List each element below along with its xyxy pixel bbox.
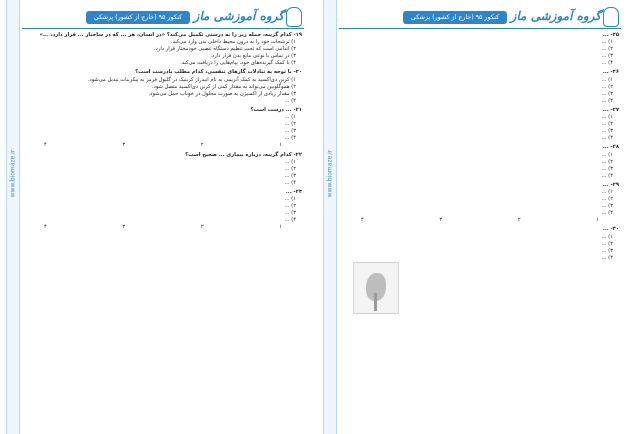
option: ۱) ... <box>284 114 296 121</box>
option: ۲) ... <box>601 121 613 128</box>
option: ۳) ... <box>601 203 613 210</box>
left-logo <box>184 6 302 28</box>
option: ۱) ترشحات خود را به درون محیط داخلی بدن وارد می‌کند. <box>170 39 296 46</box>
question-22 <box>24 152 302 187</box>
question-28 <box>341 144 619 179</box>
option: ۴) ... <box>601 210 613 217</box>
option: ۱) ... <box>284 158 296 165</box>
option: ۲) ... <box>284 203 296 210</box>
question-stem: ۲۶- ... <box>602 69 619 76</box>
right-content <box>341 32 619 264</box>
question-stem: ۲۳- ... <box>285 188 302 195</box>
option: ۱) ... <box>601 233 613 240</box>
option-label: ۳ <box>122 224 126 231</box>
option: ۴) ... <box>601 254 613 261</box>
option: ۱) ... <box>601 188 613 195</box>
option: ۲) ... <box>284 121 296 128</box>
sidebar-url: www.biomaze.ir <box>9 149 17 198</box>
option: ۲) ... <box>601 83 613 90</box>
option: ۲) ... <box>284 165 296 172</box>
question-20 <box>24 69 302 104</box>
option: ۴) ... <box>601 172 613 179</box>
question-25 <box>341 32 619 67</box>
question-21 <box>24 107 302 150</box>
option: ۲) ... <box>601 158 613 165</box>
option: ۳) ... <box>601 90 613 97</box>
option-labels-row <box>24 224 302 231</box>
question-stem: ۲۲- کدام گزینه، درباره بیماری ... صحیح است؟ <box>185 151 302 158</box>
right-logo <box>501 6 619 28</box>
option: ۴) ... <box>284 217 296 224</box>
option-label: ۱ <box>279 224 282 231</box>
option-labels-row <box>24 142 302 149</box>
question-stem: ۳۰- ... <box>602 226 619 233</box>
sidebar-url: www.biomaze.ir <box>326 149 334 198</box>
option: ۳) ... <box>601 247 613 254</box>
bulb-icon <box>603 7 619 27</box>
kidney-figure <box>353 262 399 314</box>
right-page-title: کنکور ۹۵ (خارج از کشور) پزشکی <box>403 11 507 24</box>
option-label: ۲ <box>200 224 204 231</box>
option: ۴) ... <box>284 179 296 186</box>
question-stem: ۲۰- با توجه به تبادلات گازهای تنفسی، کدام مطلب نادرست است؟ <box>135 69 302 76</box>
option: ۳) ... <box>601 128 613 135</box>
option: ۴) ... <box>284 135 296 142</box>
option: ۳) ... <box>284 172 296 179</box>
option: ۲) ... <box>601 46 613 53</box>
option: ۴) ... <box>284 97 296 104</box>
option: ۳) در تماس با نوعی مایع بدن قرار دارد. <box>210 53 296 60</box>
option-label: ۳ <box>439 217 443 224</box>
option-label: ۲ <box>200 142 204 149</box>
option-label: ۴ <box>361 217 364 224</box>
option: ۱) کربن دی‌اکسید به کمک آنزیمی به نام انیدراز کربنیک در گلبول قرمز به بیکربنات تبدیل می‌شود. <box>87 76 296 83</box>
left-content <box>24 32 302 234</box>
left-sidebar <box>6 0 20 434</box>
right-page <box>323 0 623 434</box>
option: ۱) ... <box>601 39 613 46</box>
option: ۳) ... <box>601 165 613 172</box>
option: ۲) اندامی است که تحت تنظیم دستگاه عصبی خودمختار قرار دارد. <box>153 46 296 53</box>
header-rule <box>339 28 621 29</box>
question-30 <box>341 226 619 261</box>
question-stem: ۲۱- ... درست است؟ <box>250 106 302 113</box>
option: ۱) ... <box>601 114 613 121</box>
option-label: ۳ <box>122 142 126 149</box>
option: ۳) مقدار زیادی از اکسیژن به صورت محلول در خوناب حمل می‌شود. <box>148 90 296 97</box>
option: ۲) ... <box>601 240 613 247</box>
option: ۱) ... <box>601 76 613 83</box>
option: ۱) ... <box>284 196 296 203</box>
option-label: ۱ <box>596 217 599 224</box>
option: ۱) ... <box>601 151 613 158</box>
option: ۳) ... <box>284 128 296 135</box>
option-labels-row <box>341 217 619 224</box>
question-27 <box>341 107 619 142</box>
option: ۴) ... <box>601 60 613 67</box>
logo-text: گروه آموزشی ماز <box>193 9 284 23</box>
left-page <box>6 0 306 434</box>
question-stem: ۱۹- کدام گزینه، جمله زیر را به درستی تکمیل می‌کند؟ «در انسان، هر ... که در ساختار ... قرار دارد، ...» <box>39 32 302 38</box>
ureter-icon <box>374 293 377 311</box>
bulb-icon <box>286 7 302 27</box>
left-header <box>22 4 304 30</box>
header-rule <box>22 28 304 29</box>
question-29 <box>341 182 619 225</box>
question-26 <box>341 69 619 104</box>
option-label: ۲ <box>517 217 521 224</box>
right-header <box>339 4 621 30</box>
option-label: ۴ <box>44 142 47 149</box>
option-label: ۱ <box>279 142 282 149</box>
question-stem: ۲۵- ... <box>602 32 619 38</box>
option: ۲) هموگلوبین می‌تواند به مقدار کمی از کربن دی‌اکسید متصل شود. <box>151 83 296 90</box>
option: ۲) ... <box>601 196 613 203</box>
left-page-title: کنکور ۹۵ (خارج از کشور) پزشکی <box>86 11 190 24</box>
option-label: ۴ <box>44 224 47 231</box>
question-23 <box>24 189 302 232</box>
option: ۴) با کمک گیرنده‌های خود، پیام‌هایی را دریافت می‌کند. <box>180 60 296 67</box>
option: ۳) ... <box>601 53 613 60</box>
option: ۴) ... <box>601 135 613 142</box>
question-19 <box>24 32 302 67</box>
right-sidebar <box>323 0 337 434</box>
question-stem: ۲۹- ... <box>602 181 619 188</box>
option: ۴) ... <box>601 97 613 104</box>
question-stem: ۲۷- ... <box>602 106 619 113</box>
option: ۳) ... <box>284 210 296 217</box>
question-stem: ۲۸- ... <box>602 144 619 151</box>
logo-text: گروه آموزشی ماز <box>510 9 601 23</box>
